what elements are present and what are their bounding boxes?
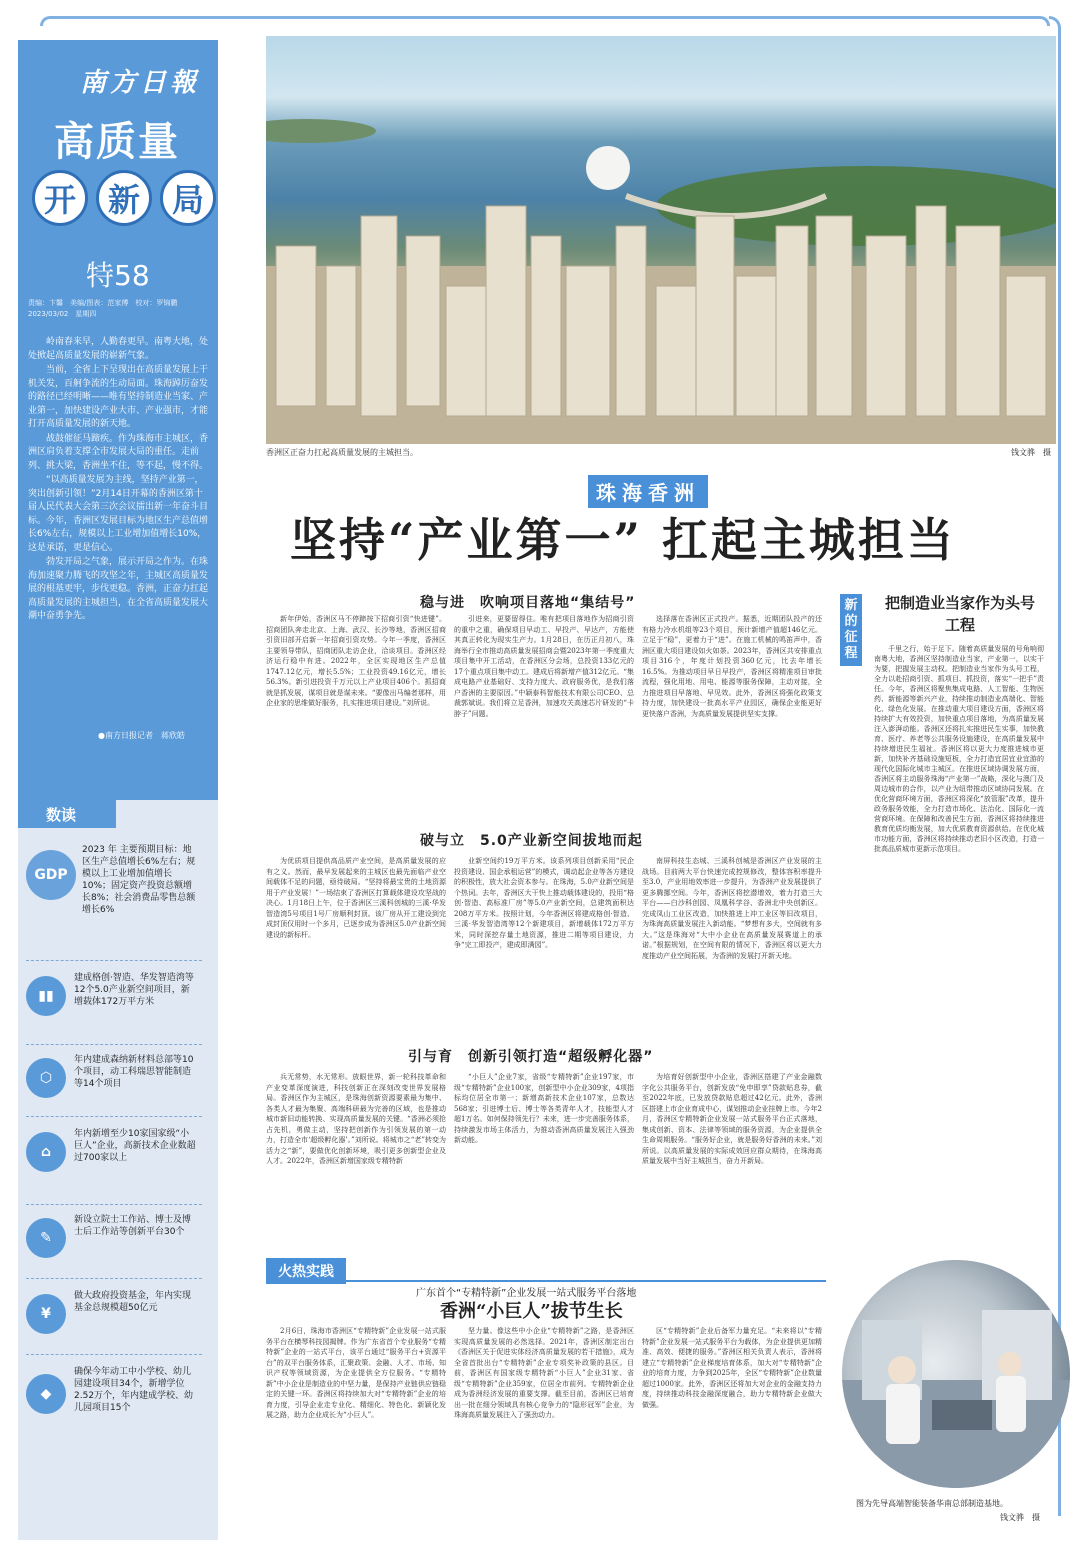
credits [28,298,208,320]
series-circles [32,170,216,226]
data-panel [18,800,218,1540]
page-number: 特58 [86,259,150,292]
divider [26,1278,202,1279]
circle-kai: 开 [32,170,88,226]
article-column: 2月6日，珠海市香洲区“专精特新”企业发展一站式服务平台在横琴科技园揭牌。作为广东省首个专业服务“专精特新”企业的一站式平台，该平台通过“服务平台+资源平台”的双平台服务体系，汇聚政策、金融、人才、市场、知识产权等领域资源，为企业提供全方位服务。“专精特新”中小企业是制造业的中坚力量，是保持产业链供应链稳定的关键一环。香洲区将持续加大对“专精特新”企业的培育力度，引导企业走专业化、精细化、特色化、新颖化发展之路，助力企业成长为“小巨人”。 [266,1327,446,1419]
hot-practice-tab: 火热实践 [266,1258,346,1284]
divider [26,960,202,961]
gdp-icon: GDP [26,850,76,900]
factory-photo-credit: 钱文骅 摄 [1000,1513,1040,1522]
money-bag-icon: ¥ [26,1294,66,1334]
stat-gdp [18,844,208,954]
credits-staff: 责编：卞馨 美编/图表：范家傅 校对：罗锦鹏 [28,299,178,307]
stat-text: 做大政府投资基金，年内实现基金总规模超50亿元 [74,1291,192,1313]
intro-paragraph: 岭南春来早，人勤春更早。南粤大地，处处掀起高质量发展的崭新气象。 [28,337,209,361]
stat-text: 2023 年 主要预期目标：地区生产总值增长6%左右；规模以上工业增加值增长10%；固定资产投资总额增长8%；社会消费品零售总额增长6% [82,845,196,915]
divider [26,1044,202,1045]
factory-photo [842,1260,1070,1488]
page-frame-top [40,16,1050,26]
intro-paragraph: 当前，全省上下呈现出在高质量发展上干机关发，百舸争流的生动局面。珠海踔厉奋发的路径已经明晰——唯有坚持制造业当家、产业第一，加快建设产业大市、产业强市，才能打开高质量发展的新天地。 [28,365,209,429]
sidebar-column: 千里之行，始于足下。随着高质量发展的号角响彻南粤大地，香洲区坚持制造业当家，产业第一，以实干为要，把握发展主动权。把制造业当家作为头号工程，全力以赴招商引资、抓项目、抓投资，落实“一把手”责任。今年，香洲区将聚焦集成电路、人工智能、生物医药、新能源等新兴产业，持续推动制造业高端化、智能化、绿色化发展。在推动重大项目建设方面，香洲区将持续扩大有效投资，加快重点项目落地，为高质量发展注入澎湃动能。香洲区还将扎实推进民生实事，加快教育、医疗、养老等公共服务设施建设，在高质量发展中持续增进民生福祉。香洲区将以更大力度推进城市更新，加快补齐基础设施短板，全力打造宜居宜业宜游的现代化国际化城市主城区。在推进区域协调发展方面，香洲区将主动服务珠海“产业第一”战略，深化与澳门及周边城市的合作，以产业为纽带推动区域协同发展。在优化营商环境方面，香洲区将深化“放管服”改革，提升政务服务效能，全力打造市场化、法治化、国际化一流营商环境。在保障和改善民生方面，香洲区将持续推进教育优质均衡发展，加大优质教育资源供给。在优化城市功能方面，香洲区将持续推动老旧小区改造，打造一批高品质城市更新示范项目。 [874,645,1044,853]
building-icon: ▮▮ [26,976,66,1016]
divider [26,1116,202,1117]
hot-practice-rule [266,1280,826,1282]
main-photo [266,36,1056,444]
factory-illustration [842,1260,1070,1488]
stat-projects [18,1054,208,1114]
stat-text: 年内新增至少10家国家级“小巨人”企业，高新技术企业数超过700家以上 [74,1129,196,1163]
stat-text: 建成格创·智造、华发智造湾等12个5.0产业新空间项目，新增载体172万平方米 [74,973,194,1007]
newspaper-logo: 南方日報 [80,68,201,98]
stat-workstations [18,1214,208,1274]
sub-headline: 香洲“小巨人”拔节生长 [440,1301,623,1322]
intro-byline: ●南方日报记者 蒋欣皓 [98,731,185,740]
factory-photo-caption: 图为先导高端智能装备华南总部制造基地。 [856,1499,1008,1508]
stat-text: 年内建成森纳新材料总部等10个项目，动工科瑞思智能制造等14个项目 [74,1055,194,1089]
article-column: 为培育好创新型中小企业，香洲区搭建了产业金融数字化公共服务平台，创新发放“免申即享”贷款贴息券，截至2022年底，已发放贷款贴息超过42亿元。此外，香洲区搭建上市企业育成中心，谋划推动企业挂牌上市。今年2月，香洲区专精特新企业发展一站式服务平台正式落地，集成创新、资本、法律等领域的服务资源，为企业提供全生命周期服务。“服务好企业，就是服务好香洲的未来。”刘所说。以高质量发展的实际成效回应群众期待，在珠海高质量发展中当好主城担当，奋力开新局。 [642,1073,822,1165]
sidebar-tag: 新的征程 [840,594,862,666]
article-column: 区“专精特新”企业后备军力量充足。“未来将以“专精特新”企业发展一站式服务平台为载体，为企业提供更加精准、高效、便捷的服务。”香洲区相关负责人表示，香洲将建立“专精特新”企业梯度培育体系，加大对“专精特新”企业的培育力度，力争到2025年，全区“专精特新”企业数量超过1000家。此外，香洲区还将加大对企业的金融支持力度，持续推动科技金融深度融合，助力专精特新企业做大做强。 [642,1327,822,1409]
circle-ju: 局 [160,170,216,226]
intro-paragraph: 勃发开局之气象，展示开局之作为。在珠海加速聚力腾飞的攻坚之年，主城区高质量发展的根基更牢，步伐更稳。香洲，正奋力扛起高质量发展的主城担当，在全省高质量发展大潮中奋勇争先。 [28,557,209,621]
stat-schools [18,1366,208,1446]
article-column: 选择落在香洲区正式投产。据悉，近期团队投产的还有格力冷水机组等23个项目，预计新增产值超146亿元。立足于“稳”，更着力于“进”。在施工机械的鸣笛声中，香洲区重大项目建设如火如荼。2023年，香洲区共安排重点项目316个，年度计划投资360亿元，比去年增长16.5%。为推动项目早日早投产，香洲区将精准项目审批流程，强化用地、用电、能源等服务保障，主动对接，全力推进项目早落地、早见效。此外，香洲区将强化政策支持力度，加快建设一批高水平产业园区，确保企业能更好更快落户香洲，为高质量发展提供坚实支撑。 [642,615,822,718]
main-headline: 坚持“产业第一” 扛起主城担当 [290,513,956,567]
left-sidebar [18,40,218,1540]
photo-caption: 香洲区正奋力扛起高质量发展的主城担当。 [266,448,418,457]
article-column: “小巨人”企业7家，省级“专精特新”企业197家，市级“专精特新”企业100家，创新型中小企业309家，4项指标均位居全市第一；新增高新技术企业107家，总数达568家；引进博士后、博士等各类青年人才，技能型人才超1万名。如何保持领先行？未来，进一步完善服务体系，持续激发市场主体活力，为推动香洲高质量发展注入强劲新动能。 [454,1073,634,1144]
article-column: 为优质项目提供高品质产业空间，是高质量发展的应有之义。然而，最早发展起来的主城区也最先面临产业空间载体不足的问题，亟待破局。“坚持将最宝贵的土地资源用于产业发展！”一场结束了香洲区打算载体建设攻坚战的决心。1月18日上午，位于香洲区三溪科创城的三溪·华发智造湾5号项目1号厂房顺利封顶。该厂房从开工建设到完成封顶仅用时一个多月，已逐步成为香洲区5.0产业新空间建设的新标杆。 [266,857,446,939]
intro-text [28,336,210,625]
graduation-cap-icon: ✎ [26,1218,66,1258]
series-title: 高质量 [54,119,180,165]
book-icon: ◆ [26,1374,66,1414]
circle-xin: 新 [96,170,152,226]
kicker-label: 珠海香洲 [588,475,708,508]
house-icon: ⌂ [26,1132,66,1172]
article-column: 引进来，更要留得住。唯有把项目落地作为招商引资的重中之重，确保项目早动工、早投产、早达产，方能使其真正转化为现实生产力。1月28日，在历正月初八，珠海举行全市推动高质量发展招商会暨2023年第一季度重大项目集中开工活动，在香洲区分会场，总投资133亿元的17个重点项目集中动工。建成后将新增产值312亿元。“集成电路产业基础好、支持力度大、政府服务优，是我们落户香洲的主要原因。”中颖泰科智能技术有限公司CEO、总裁郭斌说。我们将立足香洲，加速攻关高速芯片研发的“卡脖子”问题。 [454,615,634,718]
section-title: 破与立 5.0产业新空间拔地而起 [420,833,643,849]
stat-text: 新设立院士工作站、博士及博士后工作站等创新平台30个 [74,1215,192,1237]
article-column: 业新空间约19万平方米。该系列项目创新采用“民企投资建设、国企承租运营”的模式，调动起企业等各方建设的积极性，放大社会资本参与。在珠海，5.0产业新空间是个热词。去年，香洲区大干快上推动载体建设的，投用“格创·智造、高标准厂房”等5.0产业新空间，总建筑面积达208万平方米。按照计划，今年香洲区将建成格创·智造、三溪·华发智造湾等12个新建项目，新增载体172万平方米，同时深挖存量土地资源，推进二期等项目建设，力争“完工即投产，建成即满园”。 [454,857,634,949]
stat-text: 确保今年动工中小学校、幼儿园建设项目34个，新增学位2.52万个，年内建成学校、幼儿园项目15个 [74,1367,194,1413]
section-title: 引与育 创新引领打造“超级孵化器” [408,1049,654,1065]
sidebar-title: 把制造业当家作为头号工程 [884,594,1035,634]
cityscape-illustration [266,36,1056,444]
section-title: 稳与进 吹响项目落地“集结号” [420,595,636,611]
article-column: 南屏科技生态城、三溪科创城是香洲区产业发展的主战场。目前两大平台快速完成控规修改，整体容积率提升至3.0，产业用地效率进一步提升，为香洲产业发展提供了更多腾挪空间。今年，香洲区将挖潜增效，着力打造三大平台——白沙科创园、凤凰科学谷、香洲北中央创新区。完成凤山工业区改造，加快推进上冲工业区等旧改项目，为珠海高质量发展注入新动能。“梦想有多大，空间就有多大。”这是珠海对“大中小企业在高质量发展赛道上的承诺。”根据规划，在空间有限的情况下，香洲区将以更大力度推动产业空间拓展，为香洲的发展打开新天地。 [642,857,822,960]
credits-date: 2023/03/02 星期四 [28,310,97,318]
photo-credit: 钱文骅 摄 [1011,448,1051,457]
article-column: 坚力量。像这些中小企业“专精特新”之路，是香洲区实现高质量发展的必然选择。2021年，香洲区制定出台《香洲区关于促进实体经济高质量发展的若干措施》，成为全省首批出台“专精特新”企业专项奖补政策的县区。目前，香洲区有国家级专精特新“小巨人”企业31家、省级“专精特新”企业359家，位居全市前列。专精特新企业成为香洲经济发展的重要支撑。截至目前，香洲区已培育出一批在细分领域具有核心竞争力的“隐形冠军”企业，为珠海高质量发展注入了强劲动力。 [454,1327,634,1419]
stat-enterprises [18,1128,208,1198]
article-column: 兵无常势，水无常形。放眼世界，新一轮科技革命和产业变革深度演进，科技创新正在深刻改变世界发展格局。香洲区作为主城区，是珠海创新资源要素最为集中、各类人才最为集聚、高端科研最为完善的区域，也是推动城市新旧动能转换、实现高质量发展的关键。“香洲必须抢占先机，勇做主动，坚持把创新作为引领发展的第一动力，打造全市‘超级孵化器’。”刘所说。将城市之“老”转变为活力之“新”，要做优化创新环境，吸引更多创新型企业及人才。2022年，香洲区新增国家级专精特新 [266,1073,446,1165]
stat-fund [18,1290,208,1350]
intro-paragraph: 战鼓催征马蹄疾。作为珠海市主城区，香洲区肩负着支撑全市发展大局的重任。走前列、挑大梁，香洲坐不住，等不起，慢不得。 [28,433,209,471]
article-column: 新年伊始，香洲区马不停蹄按下招商引资“快进键”。招商团队奔走北京、上海、武汉、长沙等地，香洲区招商引资旧部开启新一年招商引资攻势。今年一季度，香洲区主要领导带队，招商团队走访企业，洽谈项目。香洲区经济运行稳中有进。2022年，全区实现地区生产总值1747.12亿元，增长5.5%；工业投资49.16亿元，增长56.3%。新引进投资千万元以上产业项目406个。抓招商就是抓发展，谋项目就是谋未来。“要像出马编者那样，用企业家的思维做好服务，扎实推进项目建设。”刘所说。 [266,615,446,707]
divider [26,1204,202,1205]
divider [26,1354,202,1355]
data-panel-tab: 数读 [18,800,116,828]
stat-spaces [18,972,208,1042]
factory-icon: ⬡ [26,1058,66,1098]
sub-kicker: 广东首个“专精特新”企业发展一站式服务平台落地 [416,1288,637,1299]
intro-paragraph: “以高质量发展为主线，坚持产业第一，突出创新引领！”2月14日开幕的香洲区第十届人民代表大会第三次会议擂出新一年奋斗目标。今年，香洲区发展目标为地区生产总值增长6%左右，规模以上工业增加值增长10%，这是承诺，更是信心。 [28,475,209,553]
